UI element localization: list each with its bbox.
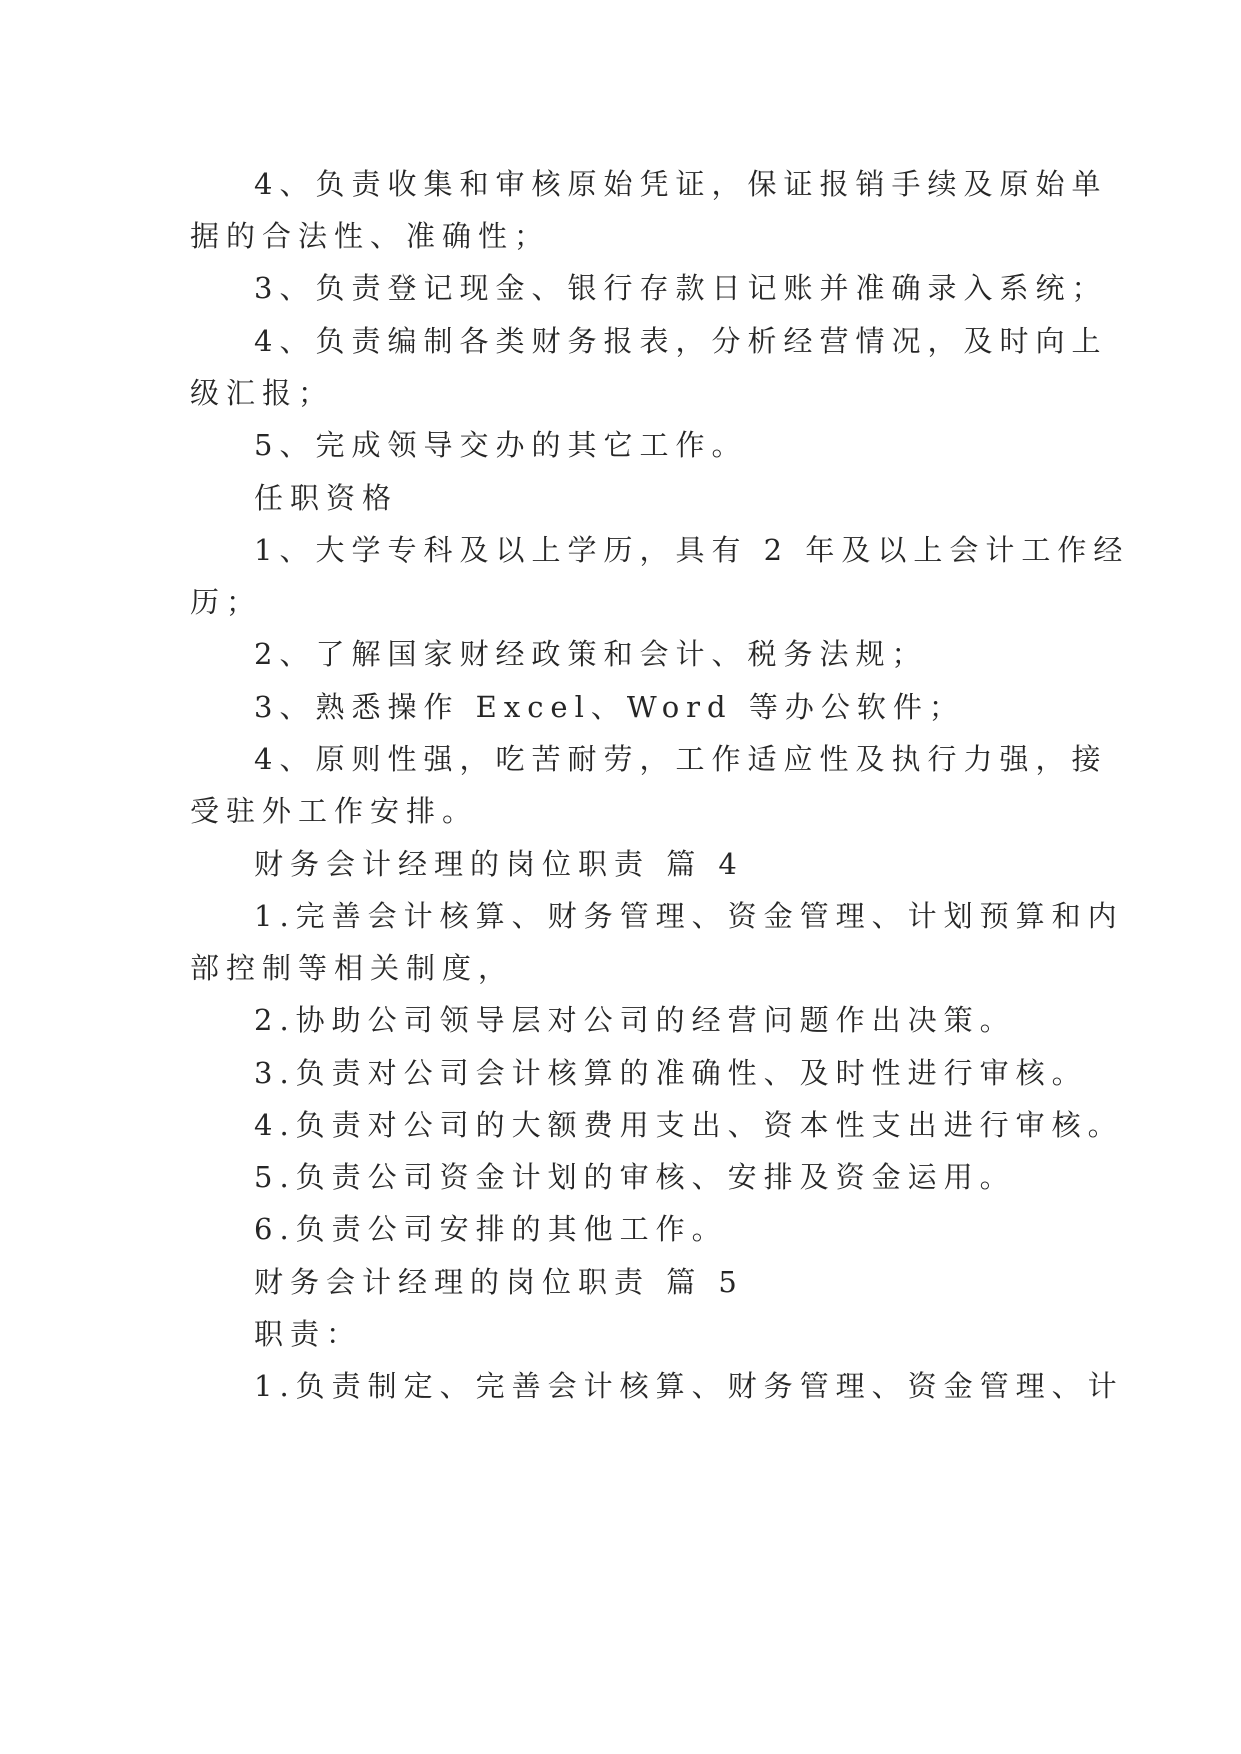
paragraph-line: 部控制等相关制度，	[190, 951, 515, 985]
paragraph-line: 受驻外工作安排。	[190, 794, 479, 828]
paragraph-line: 4、负责编制各类财务报表，分析经营情况，及时向上	[254, 324, 1108, 358]
section-heading: 财务会计经理的岗位职责 篇 5	[254, 1265, 744, 1299]
paragraph-line: 3、熟悉操作 Excel、Word 等办公软件；	[254, 690, 965, 724]
section-heading: 任职资格	[254, 481, 399, 515]
paragraph-line: 3.负责对公司会计核算的准确性、及时性进行审核。	[254, 1056, 1088, 1090]
paragraph-line: 6.负责公司安排的其他工作。	[254, 1212, 728, 1246]
paragraph-line: 1、大学专科及以上学历，具有 2 年及以上会计工作经	[254, 533, 1130, 567]
paragraph-line: 3、负责登记现金、银行存款日记账并准确录入系统；	[254, 271, 1108, 305]
paragraph-line: 4、负责收集和审核原始凭证，保证报销手续及原始单	[254, 167, 1108, 201]
paragraph-line: 5、完成领导交办的其它工作。	[254, 428, 748, 462]
paragraph-line: 1.完善会计核算、财务管理、资金管理、计划预算和内	[254, 899, 1124, 933]
section-heading: 财务会计经理的岗位职责 篇 4	[254, 847, 744, 881]
paragraph-line: 4、原则性强，吃苦耐劳，工作适应性及执行力强，接	[254, 742, 1108, 776]
paragraph-line: 级汇报；	[190, 376, 335, 410]
paragraph-line: 4.负责对公司的大额费用支出、资本性支出进行审核。	[254, 1108, 1124, 1142]
paragraph-line: 5.负责公司资金计划的审核、安排及资金运用。	[254, 1160, 1016, 1194]
paragraph-line: 2、了解国家财经政策和会计、税务法规；	[254, 637, 928, 671]
paragraph-line: 2.协助公司领导层对公司的经营问题作出决策。	[254, 1003, 1016, 1037]
paragraph-line: 历；	[190, 585, 263, 619]
paragraph-line: 1.负责制定、完善会计核算、财务管理、资金管理、计	[254, 1369, 1124, 1403]
paragraph-line: 据的合法性、准确性；	[190, 219, 551, 253]
section-heading: 职责：	[254, 1317, 363, 1351]
